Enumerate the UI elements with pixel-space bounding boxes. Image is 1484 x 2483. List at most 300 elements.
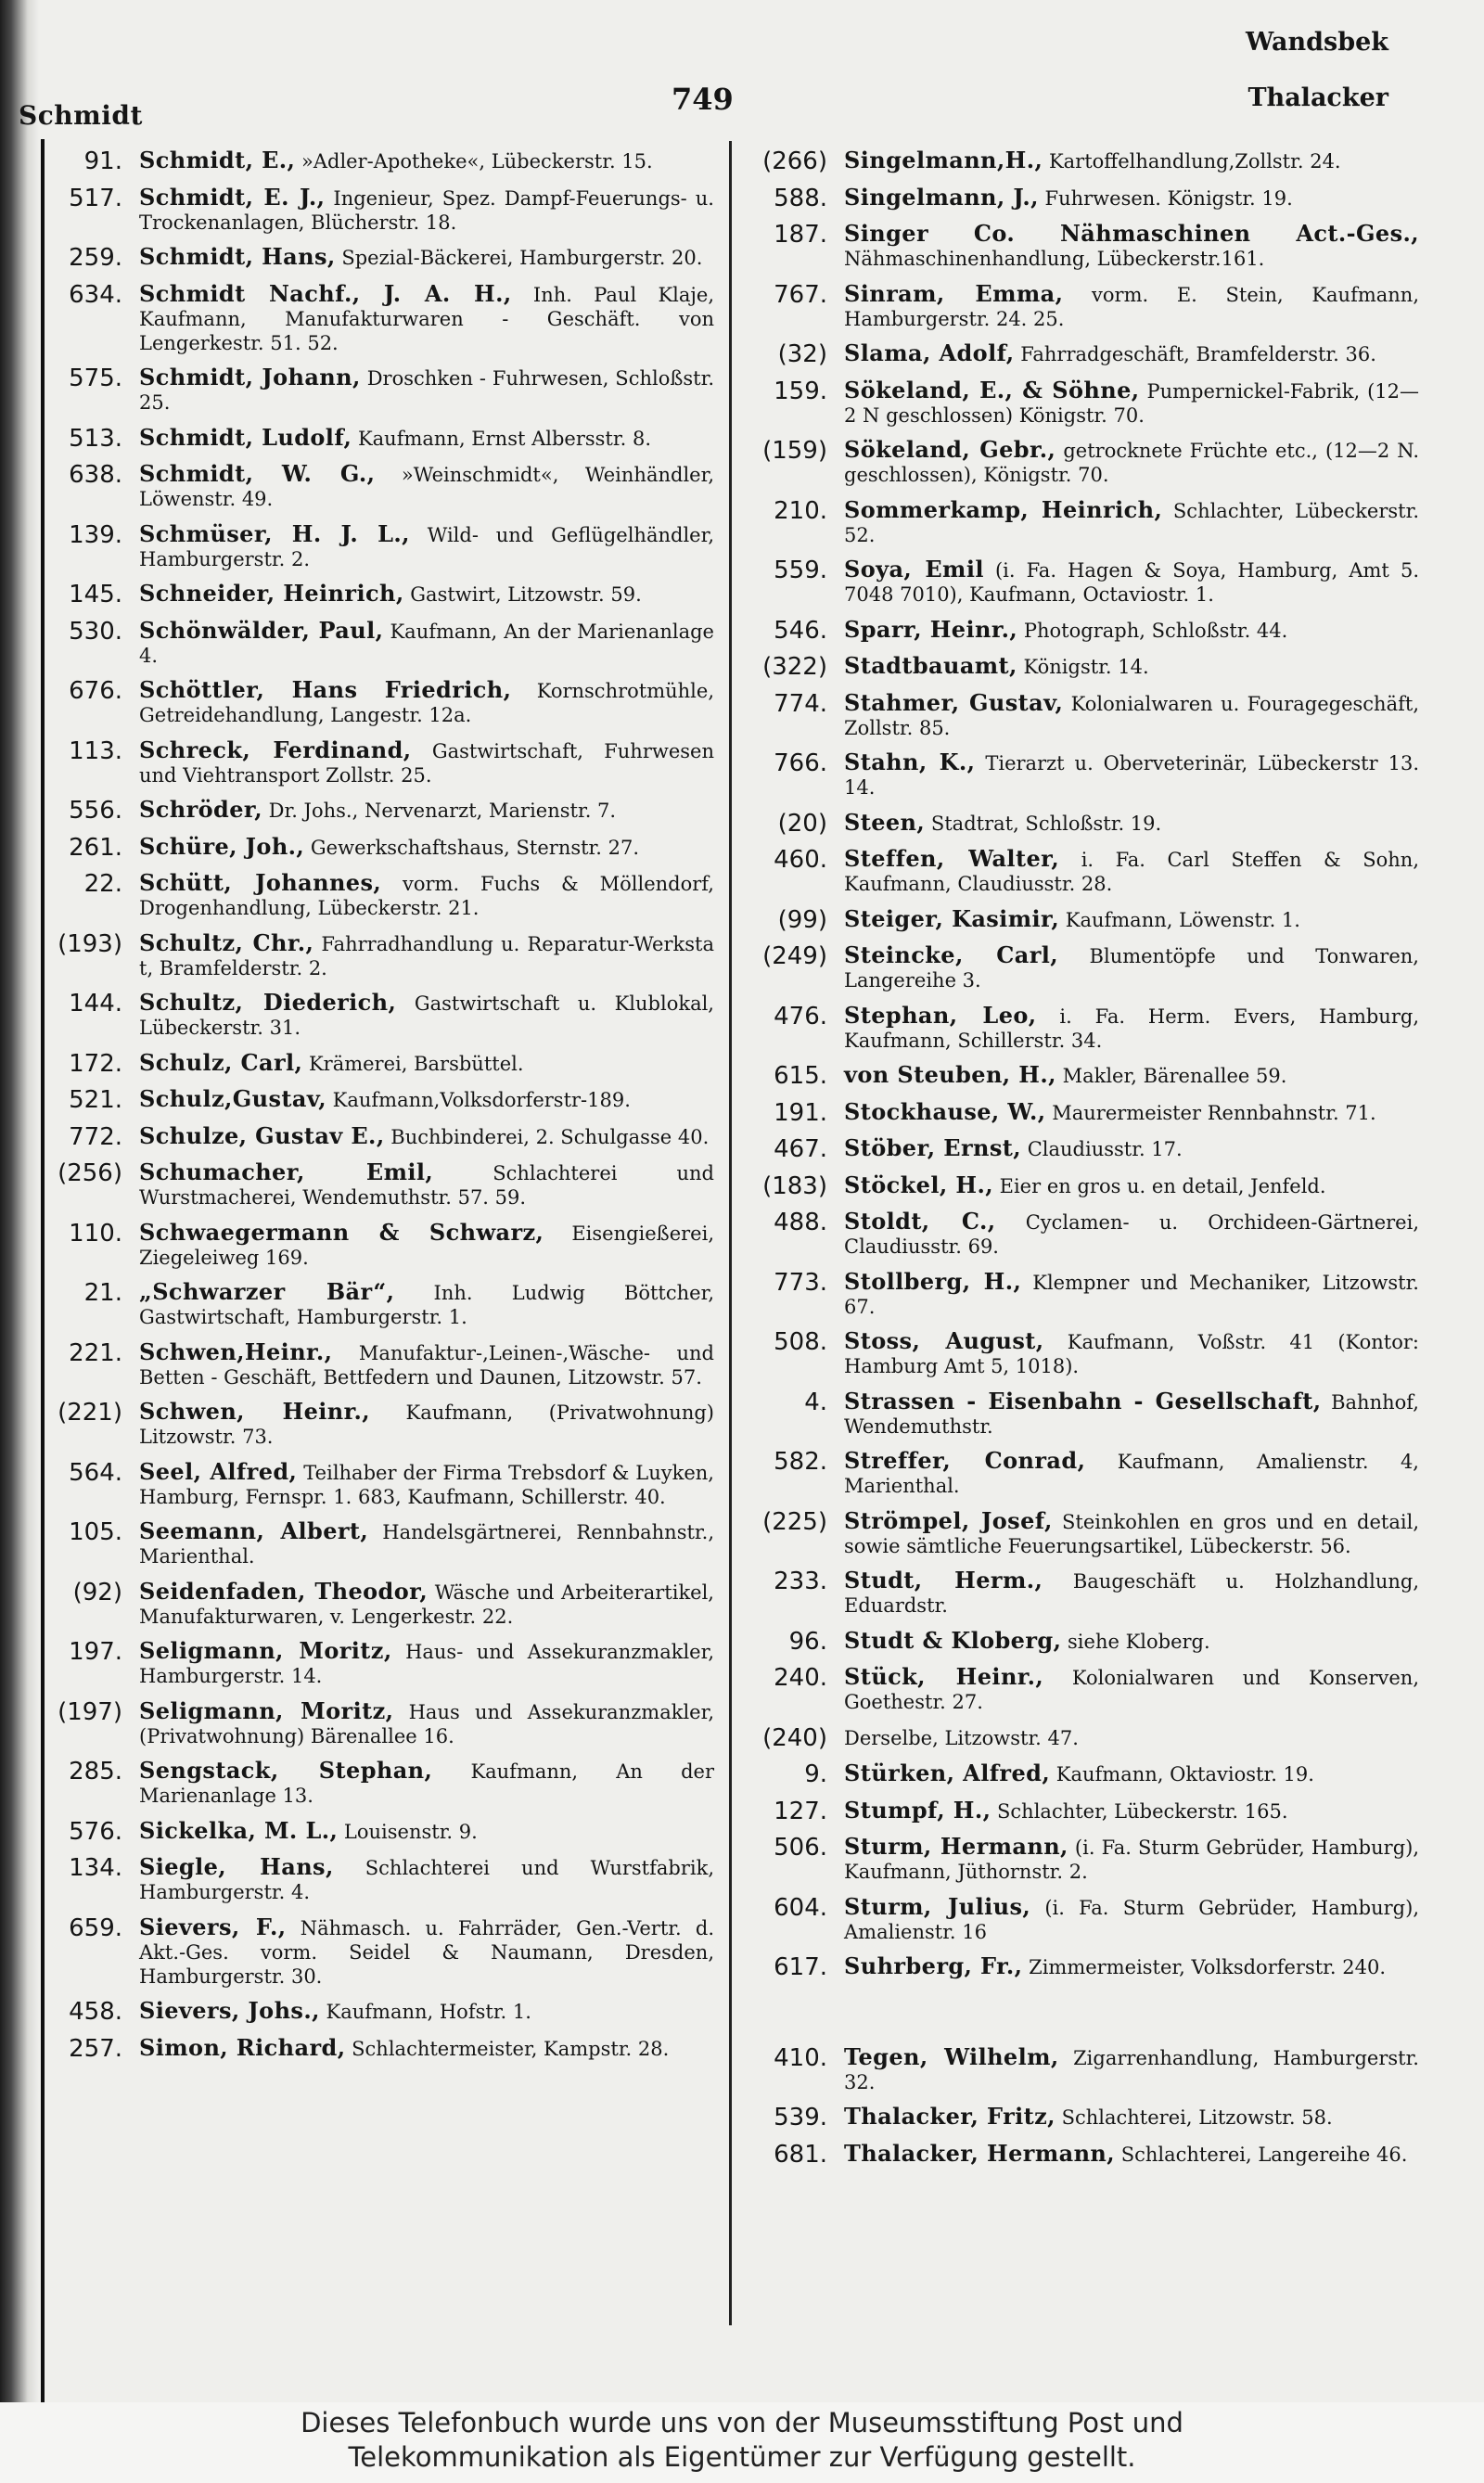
subscriber-details: Zigarrenhandlung, Hamburgerstr. 32. (844, 2046, 1419, 2093)
subscriber-details: Schlachter, Lübeckerstr. 165. (997, 1799, 1288, 1823)
phone-number: 110. (69, 1219, 122, 1248)
subscriber-details: Kaufmann, Voßstr. 41 (Kontor: Hamburg Amt 5, 1018). (844, 1331, 1420, 1377)
entry-text (844, 148, 1419, 173)
entry-text (844, 2042, 1419, 2094)
directory-entry (742, 1329, 1419, 1378)
subscriber-name: Schwen, Heinr., (139, 1398, 371, 1425)
subscriber-name: Schmüser, H. J. L., (139, 519, 410, 547)
directory-entry (742, 904, 1419, 934)
subscriber-name: Seligmann, Moritz, (139, 1637, 392, 1664)
phone-number: 96. (788, 1627, 827, 1656)
entry-text (844, 183, 1419, 211)
subscriber-details: Ingenieur, Spez. Dampf-Feuerungs- u. Trockenanlagen, Blücherstr. 18. (139, 186, 714, 234)
phone-number: 259. (69, 244, 122, 272)
phone-number: 546. (774, 616, 827, 645)
subscriber-name: Seligmann, Moritz, (139, 1696, 394, 1724)
phone-number: 617. (774, 1953, 827, 1981)
subscriber-details: Kaufmann, Hofstr. 1. (326, 2001, 531, 2023)
directory-entry (742, 847, 1419, 896)
directory-entry (742, 808, 1419, 838)
subscriber-details: Kaufmann, Ernst Albersstr. 8. (357, 427, 651, 450)
entry-text (139, 365, 714, 415)
entry-text (844, 1173, 1419, 1198)
subscriber-name: Seemann, Albert, (139, 1517, 369, 1544)
subscriber-name: Singelmann,H., (844, 147, 1043, 173)
subscriber-details: Claudiusstr. 17. (1027, 1138, 1183, 1160)
subscriber-name: Soya, Emil (844, 556, 984, 582)
entry-text (844, 495, 1419, 547)
entry-text (844, 557, 1419, 607)
phone-number: 159. (774, 377, 827, 405)
subscriber-details: Fahrradhandlung u. Reparatur-Werksta t, Bramfelderstr. 2. (139, 932, 714, 979)
directory-entry (742, 615, 1419, 645)
subscriber-details: Wäsche und Arbeiterartikel, Manufakturwaren, v. Lengerkestr. 22. (139, 1581, 714, 1628)
phone-number: (183) (762, 1171, 827, 1200)
entry-text (139, 928, 714, 980)
phone-number: 576. (69, 1817, 122, 1846)
phone-number: 517. (69, 184, 122, 212)
subscriber-details: Klempner und Mechaniker, Litzowstr. 67. (844, 1271, 1419, 1318)
entry-text (139, 519, 714, 571)
directory-entry (742, 1063, 1419, 1089)
phone-number: 21. (83, 1279, 122, 1307)
entry-text (139, 245, 714, 270)
subscriber-name: Sievers, F., (139, 1913, 287, 1940)
entry-text (139, 1400, 714, 1449)
footer-line-1: Dieses Telefonbuch wurde uns von der Museumsstiftung Post und (301, 2407, 1183, 2438)
subscriber-name: Schönwälder, Paul, (139, 616, 384, 644)
directory-entry (37, 798, 714, 824)
subscriber-details: Zimmermeister, Volksdorferstr. 240. (1029, 1956, 1387, 1978)
subscriber-name: Sökeland, Gebr., (844, 436, 1056, 463)
entry-text (844, 2139, 1419, 2167)
footer-line-2: Telekommunikation als Eigentümer zur Verfügung gestellt. (348, 2441, 1136, 2473)
entry-text (139, 279, 714, 355)
directory-entry (37, 245, 714, 271)
directory-entry (742, 1954, 1419, 1980)
subscriber-name: Stoss, August, (844, 1327, 1044, 1354)
subscriber-details: Blumentöpfe und Tonwaren, Langereihe 3. (844, 945, 1419, 992)
directory-entry (37, 365, 714, 415)
phone-number: (92) (72, 1578, 122, 1606)
directory-entry (37, 871, 714, 920)
subscriber-details: Schlachter, Lübeckerstr. 52. (844, 499, 1419, 546)
subscriber-details: Kaufmann,Volksdorferstr-189. (332, 1089, 631, 1111)
directory-entry (742, 1725, 1419, 1751)
phone-number: (159) (762, 437, 827, 465)
subscriber-details: Fuhrwesen. Königstr. 19. (1044, 186, 1293, 210)
subscriber-details: vorm. E. Stein, Kaufmann, Hamburgerstr. 24. 25. (844, 283, 1419, 330)
subscriber-name: Stöckel, H., (844, 1171, 993, 1198)
entry-text (844, 279, 1419, 331)
subscriber-details: (i. Fa. Sturm Gebrüder, Hamburg), Amalienstr. 16 (844, 1896, 1419, 1943)
subscriber-name: Schwen,Heinr., (139, 1337, 333, 1365)
phone-number: 582. (774, 1448, 827, 1476)
phone-number: 144. (69, 990, 122, 1018)
subscriber-details: Schlachterei, Litzowstr. 58. (1061, 2106, 1333, 2129)
subscriber-name: Sturm, Hermann, (844, 1833, 1068, 1860)
phone-number: 197. (69, 1638, 122, 1666)
subscriber-name: Thalacker, Fritz, (844, 2103, 1055, 2130)
directory-entry (742, 1892, 1419, 1944)
entry-text (844, 904, 1419, 932)
subscriber-name: Streffer, Conrad, (844, 1447, 1086, 1474)
subscriber-details: Fahrradgeschäft, Bramfelderstr. 36. (1020, 343, 1376, 365)
entry-text (139, 991, 714, 1040)
phone-number: 564. (69, 1458, 122, 1487)
phone-number: (240) (762, 1723, 827, 1752)
phone-number: 615. (774, 1062, 827, 1090)
phone-number: 191. (774, 1098, 827, 1127)
phone-number: 604. (774, 1893, 827, 1922)
subscriber-details: Kaufmann, Löwenstr. 1. (1065, 908, 1300, 931)
subscriber-name: Schöttler, Hans Friedrich, (139, 676, 512, 703)
subscriber-details: Manufaktur-,Leinen-,Wäsche- und Betten - Geschäft, Bettfedern und Daunen, Litzowstr. 57. (139, 1341, 714, 1389)
phone-number: 488. (774, 1209, 827, 1236)
subscriber-name: Schulze, Gustav E., (139, 1121, 385, 1149)
directory-entry (37, 1999, 714, 2025)
entry-text (139, 678, 714, 727)
entry-text (139, 1218, 714, 1270)
directory-entry (742, 341, 1419, 367)
subscriber-name: Thalacker, Hermann, (844, 2139, 1116, 2167)
subscriber-details: Buchbinderei, 2. Schulgasse 40. (390, 1125, 710, 1148)
directory-entry (742, 183, 1419, 212)
directory-entry (742, 148, 1419, 174)
directory-entry (37, 1048, 714, 1078)
running-header-town: Wandsbek (1246, 28, 1388, 57)
phone-number: 773. (774, 1268, 827, 1297)
entry-text (844, 1892, 1419, 1944)
subscriber-name: Seidenfaden, Theodor, (139, 1577, 429, 1605)
directory-entry (37, 1337, 714, 1389)
entry-text (139, 832, 714, 860)
subscriber-details: Maurermeister Rennbahnstr. 71. (1052, 1101, 1376, 1124)
subscriber-details: Kolonialwaren und Konserven, Goethestr. 27. (844, 1667, 1419, 1713)
subscriber-name: Schröder, (139, 796, 262, 823)
phone-number: 257. (69, 2034, 122, 2063)
subscriber-name: Stoldt, C., (844, 1208, 996, 1235)
subscriber-details: Kolonialwaren u. Fouragegeschäft, Zollstr. 85. (844, 692, 1419, 739)
subscriber-details: Gewerkschaftshaus, Sternstr. 27. (310, 836, 640, 859)
entry-text (844, 1210, 1419, 1259)
subscriber-name: Seel, Alfred, (139, 1457, 298, 1485)
subscriber-details: Nähmaschinenhandlung, Lübeckerstr.161. (844, 248, 1265, 270)
entry-text (139, 1087, 714, 1112)
subscriber-details: Schlachtermeister, Kampstr. 28. (352, 2037, 670, 2060)
subscriber-details: Stadtrat, Schloßstr. 19. (930, 812, 1162, 835)
entry-text (844, 1329, 1419, 1378)
entry-text (844, 1761, 1419, 1786)
entry-text (844, 1063, 1419, 1088)
subscriber-details: Schlachterei und Wurstmacherei, Wendemuthstr. 57. 59. (139, 1162, 714, 1209)
subscriber-name: Schmidt, Ludolf, (139, 423, 352, 451)
running-header-right: Thalacker (1247, 83, 1388, 112)
subscriber-details: Teilhaber der Firma Trebsdorf & Luyken, Hamburg, Fernspr. 1. 683, Kaufmann, Schillerstr. 40. (139, 1461, 714, 1508)
phone-number: 105. (69, 1518, 122, 1546)
subscriber-name: Stumpf, H., (844, 1796, 991, 1824)
subscriber-details: Steinkohlen en gros und en detail, sowie sämtliche Feuerungsartikel, Lübeckerstr. 56. (844, 1510, 1419, 1557)
subscriber-name: Stück, Heinr., (844, 1663, 1044, 1690)
directory-entry (742, 1267, 1419, 1319)
phone-number: 521. (69, 1086, 122, 1114)
entry-text (844, 1954, 1419, 1979)
entry-text (139, 1577, 714, 1629)
subscriber-name: Schumacher, Emil, (139, 1158, 434, 1185)
directory-entry (37, 279, 714, 355)
subscriber-name: Strömpel, Josef, (844, 1506, 1053, 1534)
subscriber-details: Pumpernickel-Fabrik, (12—2 N geschlossen) Königstr. 70. (844, 379, 1419, 427)
entry-text (844, 1725, 1419, 1750)
entry-text (844, 1568, 1419, 1618)
subscriber-details: Eier en gros u. en detail, Jenfeld. (999, 1174, 1326, 1197)
phone-number: 134. (69, 1854, 122, 1882)
provenance-footer (0, 2402, 1484, 2483)
subscriber-details: Droschken - Fuhrwesen, Schloßstr. 25. (139, 367, 714, 414)
subscriber-details: Handelsgärtnerei, Rennbahnstr., Marienthal. (139, 1521, 714, 1568)
subscriber-details: Haus und Assekuranzmakler, (Privatwohnung) Bärenallee 16. (139, 1700, 714, 1747)
left-column (37, 148, 714, 2072)
subscriber-details: »Adler-Apotheke«, Lübeckerstr. 15. (301, 150, 653, 173)
subscriber-details: Kaufmann, An der Marienanlage 13. (139, 1760, 714, 1807)
phone-number: 285. (69, 1758, 122, 1785)
directory-entry (37, 928, 714, 980)
phone-number: 681. (774, 2140, 827, 2169)
directory-entry (37, 1519, 714, 1568)
entry-text (139, 616, 714, 668)
subscriber-details: Inh. Ludwig Böttcher, Gastwirtschaft, Hamburgerstr. 1. (139, 1282, 714, 1328)
entry-text (139, 423, 714, 451)
directory-entry (742, 688, 1419, 740)
directory-entry (742, 2139, 1419, 2169)
phone-number: 240. (774, 1664, 827, 1692)
entry-text (139, 1048, 714, 1076)
subscriber-name: Schultz, Chr., (139, 928, 314, 956)
directory-entry (742, 378, 1419, 428)
entry-text (844, 654, 1419, 679)
subscriber-name: Schmidt, E. J., (139, 183, 326, 211)
subscriber-details: Kartoffelhandlung,Zollstr. 24. (1048, 150, 1341, 173)
entry-text (139, 1855, 714, 1904)
phone-number: 575. (69, 365, 122, 392)
subscriber-name: Singelmann, J., (844, 183, 1039, 211)
directory-entry (742, 495, 1419, 547)
subscriber-name: Sinram, Emma, (844, 279, 1064, 307)
phone-number: (249) (762, 942, 827, 970)
phone-number: (322) (762, 653, 827, 681)
phone-number: 539. (774, 2104, 827, 2131)
phone-number: 467. (774, 1135, 827, 1163)
entry-text (844, 1097, 1419, 1125)
subscriber-details: siehe Kloberg. (1068, 1630, 1210, 1653)
subscriber-name: Schmidt Nachf., J. A. H., (139, 279, 512, 307)
subscriber-details: Derselbe, Litzowstr. 47. (844, 1726, 1079, 1749)
entry-text (139, 871, 714, 920)
subscriber-name: Simon, Richard, (139, 2033, 346, 2061)
entry-text (139, 1816, 714, 1844)
phone-number: 559. (774, 557, 827, 584)
subscriber-details: Krämerei, Barsbüttel. (308, 1052, 524, 1075)
phone-number: (197) (58, 1697, 122, 1726)
subscriber-details: Königstr. 14. (1023, 656, 1149, 678)
subscriber-name: Steen, (844, 808, 926, 836)
subscriber-name: Strassen - Eisenbahn - Gesellschaft, (844, 1387, 1322, 1414)
phone-number: (225) (762, 1507, 827, 1536)
entry-text (139, 582, 714, 607)
entry-text (844, 943, 1419, 992)
phone-number: 588. (774, 184, 827, 212)
directory-entry (742, 222, 1419, 271)
subscriber-name: Schulz, Carl, (139, 1048, 303, 1076)
entry-text (844, 1835, 1419, 1884)
page-number: 749 (672, 82, 734, 117)
phone-number: 145. (69, 581, 122, 608)
entry-text (844, 1506, 1419, 1558)
subscriber-details: Schlachterei, Langereihe 46. (1120, 2143, 1408, 2166)
directory-entry (742, 1001, 1419, 1053)
directory-entry (742, 943, 1419, 992)
subscriber-name: Sievers, Johs., (139, 1997, 320, 2024)
subscriber-name: Schreck, Ferdinand, (139, 736, 412, 763)
entry-text (844, 688, 1419, 740)
directory-entry (742, 1798, 1419, 1824)
directory-entry (37, 2033, 714, 2063)
phone-number: (266) (762, 147, 827, 175)
subscriber-details: Bahnhof, Wendemuthstr. (844, 1390, 1419, 1438)
subscriber-details: Wild- und Geflügelhändler, Hamburgerstr. 2. (139, 523, 714, 570)
directory-entry (742, 557, 1419, 607)
directory-entry (37, 1280, 714, 1329)
directory-entry (37, 1816, 714, 1846)
phone-number: (32) (777, 340, 827, 368)
directory-entry (742, 2042, 1419, 2094)
directory-entry (37, 991, 714, 1040)
subscriber-name: von Steuben, H., (844, 1061, 1056, 1088)
phone-number: 766. (774, 749, 827, 777)
phone-number: 530. (69, 617, 122, 646)
phone-number: 638. (69, 461, 122, 489)
subscriber-name: Sickelka, M. L., (139, 1816, 339, 1844)
directory-entry (37, 616, 714, 668)
directory-entry (37, 183, 714, 235)
phone-number: 210. (774, 496, 827, 525)
subscriber-name: Sengstack, Stephan, (139, 1757, 433, 1784)
directory-entry (742, 1761, 1419, 1787)
subscriber-details: Tierarzt u. Oberveterinär, Lübeckerstr 13. 14. (844, 752, 1419, 799)
directory-entry (37, 1400, 714, 1449)
entry-text (139, 1121, 714, 1149)
section-gap (742, 1991, 1419, 2045)
subscriber-details: Baugeschäft u. Holzhandlung, Eduardstr. (844, 1570, 1420, 1617)
entry-text (844, 2105, 1419, 2130)
directory-entry (742, 1210, 1419, 1259)
phone-number: 508. (774, 1328, 827, 1356)
subscriber-name: Stahn, K., (844, 749, 976, 775)
directory-entry (742, 1568, 1419, 1618)
phone-number: 261. (69, 833, 122, 862)
entry-text (844, 615, 1419, 643)
running-header-left: Schmidt (19, 100, 143, 131)
phone-number: 513. (69, 424, 122, 453)
entry-text (844, 808, 1419, 836)
subscriber-details: vorm. Fuchs & Möllendorf, Drogenhandlung, Lübeckerstr. 21. (139, 873, 714, 919)
entry-text (139, 798, 714, 823)
entry-text (844, 847, 1419, 896)
directory-entry (37, 519, 714, 571)
subscriber-details: i. Fa. Carl Steffen & Sohn, Kaufmann, Claudiusstr. 28. (844, 849, 1419, 895)
subscriber-details: (i. Fa. Hagen & Soya, Hamburg, Amt 5. 7048 7010), Kaufmann, Octaviostr. 1. (844, 559, 1419, 606)
entry-text (139, 462, 714, 511)
subscriber-details: Kaufmann, Oktaviostr. 19. (1055, 1763, 1314, 1785)
directory-entry (742, 438, 1419, 487)
subscriber-details: Dr. Johs., Nervenarzt, Marienstr. 7. (268, 800, 617, 822)
subscriber-details: Inh. Paul Klaje, Kaufmann, Manufakturwaren - Geschäft. von Lengerkestr. 51. 52. (139, 283, 714, 354)
directory-entry (742, 1665, 1419, 1714)
subscriber-name: Steiger, Kasimir, (844, 904, 1060, 932)
phone-number: 127. (774, 1797, 827, 1825)
phone-number: (193) (58, 929, 122, 958)
subscriber-name: Stephan, Leo, (844, 1001, 1037, 1029)
subscriber-name: Stadtbauamt, (844, 652, 1017, 679)
subscriber-details: Louisenstr. 9. (343, 1820, 478, 1843)
subscriber-details: Haus- und Assekuranzmakler, Hamburgerstr. 14. (139, 1641, 715, 1687)
directory-entry (37, 1577, 714, 1629)
subscriber-name: Steffen, Walter, (844, 845, 1060, 872)
directory-entry (37, 1218, 714, 1270)
entry-text (844, 1626, 1419, 1654)
entry-text (139, 1999, 714, 2024)
directory-entry (37, 1696, 714, 1748)
entry-text (844, 341, 1419, 366)
subscriber-name: Studt & Kloberg, (844, 1626, 1062, 1654)
subscriber-details: Kornschrotmühle, Getreidehandlung, Langestr. 12a. (139, 680, 714, 726)
directory-entry (37, 1457, 714, 1509)
phone-number: 460. (774, 846, 827, 874)
phone-number: 113. (69, 736, 122, 765)
entry-text (844, 438, 1419, 487)
subscriber-name: Stürken, Alfred, (844, 1760, 1051, 1786)
directory-entry (742, 1389, 1419, 1439)
right-column (742, 148, 1419, 2178)
phone-number: 4. (804, 1388, 827, 1416)
directory-entry (37, 1915, 714, 1989)
phone-number: 556. (69, 797, 122, 825)
subscriber-name: Stollberg, H., (844, 1267, 1022, 1295)
directory-entry (37, 832, 714, 862)
phone-number: (99) (777, 905, 827, 934)
entry-text (139, 183, 714, 235)
phone-number: 233. (774, 1568, 827, 1595)
subscriber-details: (i. Fa. Sturm Gebrüder, Hamburg), Kaufmann, Jüthornstr. 2. (844, 1837, 1419, 1883)
subscriber-name: Schneider, Heinrich, (139, 580, 404, 607)
entry-text (139, 1519, 714, 1568)
subscriber-details: Kaufmann, Amalienstr. 4, Marienthal. (844, 1451, 1419, 1497)
entry-text (844, 1267, 1419, 1319)
scan-binding-edge (0, 0, 39, 2402)
subscriber-name: Schmidt, E., (139, 147, 296, 173)
directory-entry (742, 1136, 1419, 1162)
entry-text (844, 1798, 1419, 1824)
subscriber-name: Studt, Herm., (844, 1567, 1043, 1593)
subscriber-name: Schwaegermann & Schwarz, (139, 1218, 544, 1246)
directory-entry (37, 1639, 714, 1688)
phone-number: 458. (69, 1998, 122, 2026)
subscriber-name: Schmidt, Johann, (139, 364, 361, 390)
subscriber-details: Spezial-Bäckerei, Hamburgerstr. 20. (341, 247, 703, 269)
entry-text (844, 1665, 1419, 1714)
subscriber-name: Singer Co. Nähmaschinen Act.-Ges., (844, 220, 1419, 247)
directory-entry (37, 678, 714, 727)
